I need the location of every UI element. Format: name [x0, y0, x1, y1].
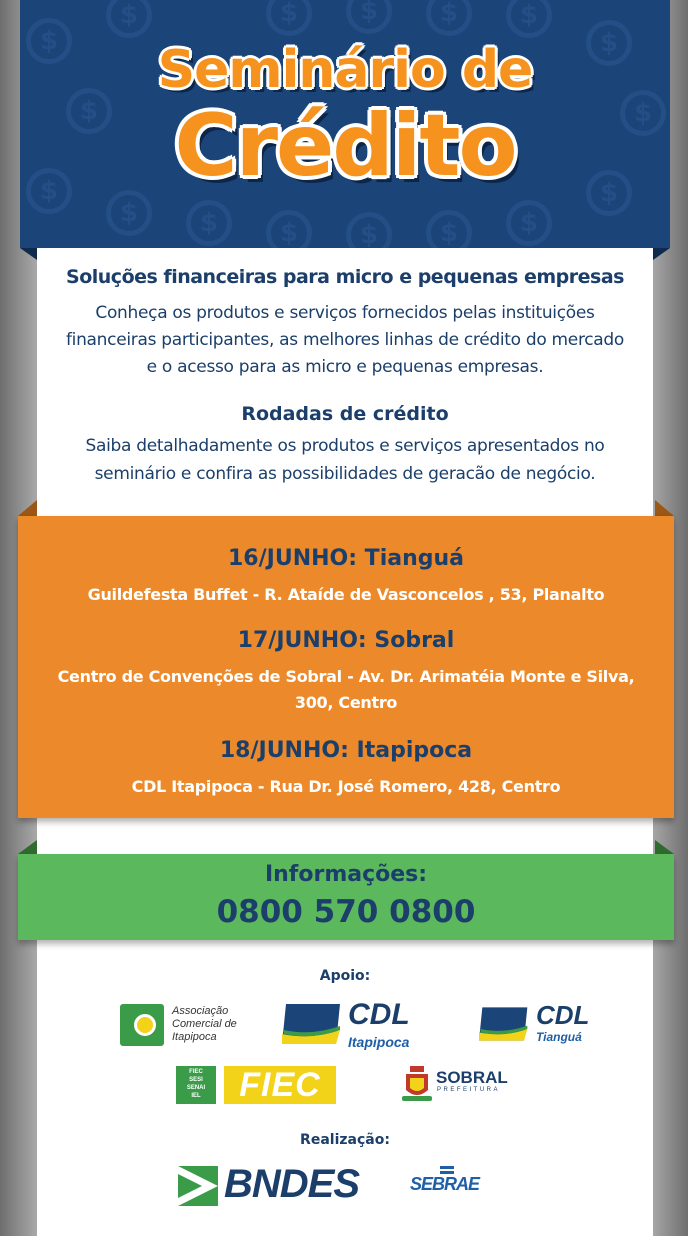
events-ribbon: [18, 516, 674, 818]
sobral-sub: PREFEITURA: [437, 1087, 501, 1093]
intro-text: Conheça os produtos e serviços fornecidos pelas instituições financeiras participantes, as melhores linhas de crédito do mercado e o acesso para as micro e pequenas empresas.: [65, 303, 625, 377]
fiec-sub-label: SESI: [189, 1077, 203, 1083]
cdl-itapipoca-logo: [282, 1000, 422, 1054]
header-banner: [20, 0, 670, 248]
dollar-coin-icon: $: [26, 168, 72, 214]
dollar-coin-icon: $: [586, 170, 632, 216]
bndes-mark-icon: [178, 1166, 218, 1206]
dollar-coin-icon: $: [426, 210, 472, 248]
info-label: Informações:: [264, 862, 428, 887]
page-title-line2: Crédito: [174, 96, 516, 196]
dollar-coin-icon: $: [346, 212, 392, 248]
fiec-name: FIEC: [224, 1066, 336, 1104]
event-date: 16/JUNHO: Tianguá: [228, 546, 464, 571]
dollar-coin-icon: $: [506, 200, 552, 246]
bndes-logo: [178, 1162, 368, 1208]
events-fold-left: [18, 500, 37, 516]
apoio-label: Apoio:: [319, 968, 371, 984]
acit-logo-text: Associação Comercial de Itapipoca: [172, 1005, 237, 1043]
dollar-coin-icon: $: [506, 0, 552, 38]
dollar-coin-icon: $: [26, 18, 72, 64]
events-fold-right: [655, 500, 674, 516]
acit-logo: [120, 1004, 270, 1048]
sebrae-logo: [410, 1166, 490, 1206]
fiec-system-box: [176, 1066, 216, 1104]
dollar-coin-icon: $: [346, 0, 392, 34]
info-fold-right: [655, 840, 674, 854]
rodadas-text: Saiba detalhadamente os produtos e serviços apresentados no seminário e confira as possibilidades de geracão de negócio.: [85, 436, 605, 484]
dollar-coin-icon: $: [266, 0, 312, 36]
dollar-coin-icon: $: [106, 190, 152, 236]
info-ribbon: [18, 854, 674, 940]
fiec-logo: [176, 1066, 338, 1106]
event-date: 18/JUNHO: Itapipoca: [219, 738, 473, 763]
dollar-coin-icon: $: [106, 0, 152, 38]
dollar-coin-icon: $: [66, 88, 112, 134]
sobral-coat-of-arms-icon: [402, 1066, 432, 1104]
sebrae-name: SEBRAE: [410, 1174, 480, 1194]
page-title-line1: Seminário de: [157, 40, 533, 100]
banner-fold-right: [653, 248, 670, 260]
acit-mark-icon: [120, 1004, 164, 1046]
dollar-coin-icon: $: [266, 210, 312, 248]
info-fold-left: [18, 840, 37, 854]
event-date: 17/JUNHO: Sobral: [237, 628, 455, 653]
fiec-sub-label: FIEC: [189, 1069, 203, 1075]
cdl-itapipoca-city: Itapipoca: [348, 1034, 410, 1050]
cdl-tiangua-city: Tianguá: [536, 1030, 582, 1044]
banner-fold-left: [20, 248, 37, 260]
cdl-tiangua-logo: [478, 1000, 598, 1050]
intro-heading: Soluções financeiras para micro e pequenas empresas: [66, 266, 624, 288]
info-phone-number: 0800 570 0800: [216, 894, 476, 930]
bndes-name: BNDES: [224, 1162, 360, 1206]
event-place: Centro de Convenções de Sobral - Av. Dr. Arimatéia Monte e Silva, 300, Centro: [57, 667, 635, 712]
dollar-coin-icon: $: [586, 20, 632, 66]
dollar-coin-icon: $: [620, 90, 666, 136]
dollar-coin-icon: $: [426, 0, 472, 36]
sobral-name: SOBRAL: [436, 1068, 508, 1087]
event-place: CDL Itapipoca - Rua Dr. José Romero, 428, Centro: [131, 777, 561, 796]
cdl-swoosh-icon: [282, 1000, 342, 1048]
sobral-prefeitura-logo: [402, 1066, 512, 1106]
dollar-coin-icon: $: [186, 200, 232, 246]
cdl-tiangua-name: CDL: [536, 1000, 590, 1030]
cdl-itapipoca-name: CDL: [348, 998, 410, 1031]
fiec-sub-label: IEL: [191, 1093, 201, 1099]
rodadas-heading: Rodadas de crédito: [241, 403, 449, 425]
cdl-swoosh-icon: [478, 1004, 530, 1044]
fiec-sub-label: SENAI: [186, 1085, 206, 1091]
event-place: Guildefesta Buffet - R. Ataíde de Vasconcelos , 53, Planalto: [87, 585, 605, 604]
realizacao-label: Realização:: [300, 1132, 390, 1148]
